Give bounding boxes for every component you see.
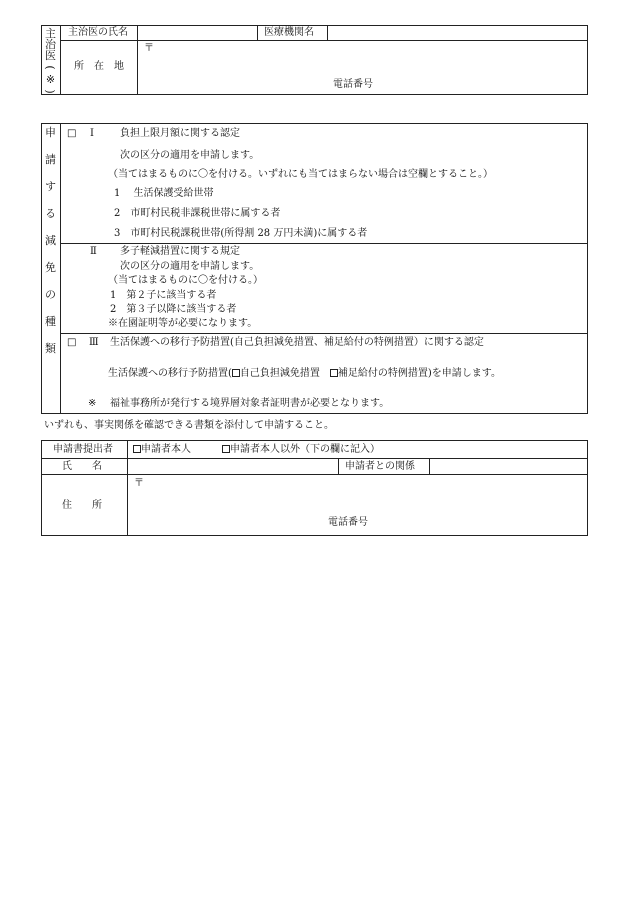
item3-line1 (108, 369, 501, 379)
side-char: 種 (45, 315, 56, 328)
applicant-name-field[interactable] (128, 459, 337, 473)
side-char: の (45, 288, 56, 301)
item1-line2: （当てはまるものに〇を付ける。いずれにも当てはまらない場合は空欄とすること。） (108, 169, 493, 180)
item3-numeral: Ⅲ (89, 337, 99, 348)
item1-option[interactable]: 1 生活保護受給世帯 (114, 188, 214, 199)
side-char: 免 (45, 261, 56, 274)
relation-label: 申請者との関係 (345, 461, 415, 472)
side-char: 主 (45, 27, 56, 40)
relation-field[interactable] (430, 459, 587, 473)
submitter-option-self (133, 445, 191, 455)
institution-label: 医療機関名 (264, 27, 314, 38)
item2-note: ※在園証明等が必要になります。 (108, 318, 258, 329)
item2-option[interactable]: 1 第２子に該当する者 (110, 290, 217, 301)
item2-line1: 次の区分の適用を申請します。 (120, 261, 260, 272)
side-char: す (45, 180, 56, 193)
side-char: 申 (45, 126, 56, 139)
item1-numeral: Ⅰ (90, 128, 94, 139)
item3-note-mark: ※ (88, 398, 97, 409)
item3-sub-checkbox[interactable] (330, 369, 338, 377)
item3-sub-checkbox[interactable] (232, 369, 240, 377)
reduction-row-line (60, 243, 588, 244)
institution-field[interactable] (328, 26, 587, 39)
side-char: 類 (45, 342, 56, 355)
postal-mark: 〒 (144, 43, 154, 54)
item3-line1-c: 補足給付の特例措置)を申請します。 (337, 368, 502, 379)
side-char: 医 (45, 49, 56, 62)
item2-title: 多子軽減措置に関する規定 (120, 246, 240, 257)
applicant-phone-label: 電話番号 (328, 517, 368, 528)
side-char: 請 (45, 153, 56, 166)
reduction-row-line (60, 333, 588, 334)
item2-line2: （当てはまるものに〇を付ける。） (108, 275, 263, 286)
self-checkbox[interactable] (133, 445, 141, 453)
side-char: ※ (45, 73, 56, 86)
doctor-name-field[interactable] (138, 26, 256, 39)
doctor-table-divider (60, 25, 61, 95)
item1-title: 負担上限月額に関する認定 (120, 128, 240, 139)
applicant-table-divider (338, 458, 339, 474)
submitter-option-other (222, 445, 380, 455)
instruction-text: いずれも、事実関係を確認できる書類を添付して申請すること。 (44, 420, 334, 431)
doctor-table-divider (257, 25, 258, 40)
item1-option[interactable]: 2 市町村民税非課税世帯に属する者 (114, 208, 281, 219)
doctor-side-label (41, 28, 60, 98)
item3-line1-a: 生活保護への移行予防措置( (108, 368, 232, 379)
item1-line1: 次の区分の適用を申請します。 (120, 150, 260, 161)
item1-checkbox[interactable]: □ (67, 128, 77, 139)
item3-title: 生活保護への移行予防措置(自己負担減免措置、補足給付の特例措置）に関する認定 (110, 337, 484, 348)
postal-mark: 〒 (134, 478, 144, 489)
side-char: 治 (45, 38, 56, 51)
item3-note: 福祉事務所が発行する境界層対象者証明書が必要となります。 (110, 398, 390, 409)
reduction-table-divider (60, 123, 61, 414)
applicant-address-label: 住 所 (62, 500, 102, 511)
item2-numeral: Ⅱ (90, 246, 97, 257)
other-option-label: 申請者本人以外（下の欄に記入） (230, 444, 380, 455)
other-checkbox[interactable] (222, 445, 230, 453)
item1-option[interactable]: 3 市町村民税課税世帯(所得割 28 万円未満)に属する者 (114, 228, 368, 239)
side-char: ( (43, 65, 57, 70)
item2-option[interactable]: 2 第３子以降に該当する者 (110, 304, 237, 315)
side-char: 減 (45, 234, 56, 247)
item3-checkbox[interactable]: □ (67, 337, 77, 348)
side-char: ) (43, 89, 57, 94)
item3-line1-b: 自己負担減免措置 (239, 368, 330, 379)
doctor-name-label: 主治医の氏名 (68, 27, 128, 38)
submitter-label: 申請書提出者 (53, 444, 113, 455)
side-char: る (45, 207, 56, 220)
applicant-name-label: 氏 名 (62, 461, 102, 472)
doctor-phone-label: 電話番号 (333, 79, 373, 90)
reduction-side-label (41, 127, 60, 354)
self-option-label: 申請者本人 (141, 444, 191, 455)
doctor-address-label: 所 在 地 (74, 61, 124, 72)
